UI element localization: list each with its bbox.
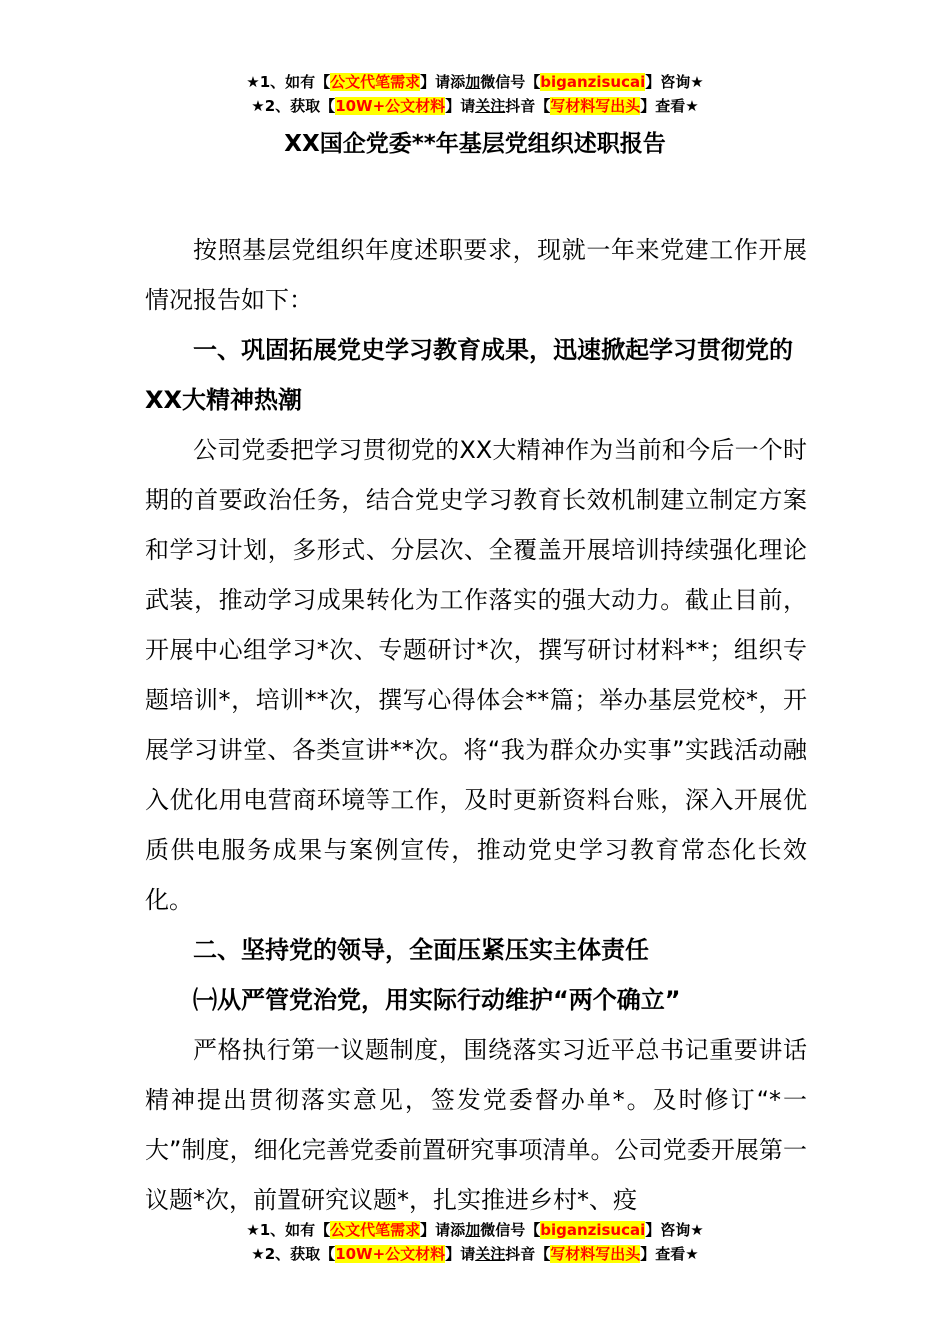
promo-highlight-wechat-id: biganzisucai <box>540 1221 646 1239</box>
promo-highlight-service: 公文代笔需求 <box>330 73 421 91</box>
promo-highlight-service: 公文代笔需求 <box>330 1221 421 1239</box>
promo-text: 抖音【 <box>505 97 551 115</box>
promo-text: 】请添 <box>420 73 466 91</box>
promo-underlined-text: 加 <box>465 73 481 91</box>
promo-text: 微信号【 <box>480 73 541 91</box>
promo-suffix: 】查看★ <box>640 97 699 115</box>
promo-prefix: ★1、如有【 <box>246 1221 331 1239</box>
promo-underlined-text: 加 <box>465 1221 481 1239</box>
header-promo-line-1 <box>0 70 950 94</box>
promo-highlight-douyin: 写材料写出头 <box>550 97 641 115</box>
promo-underlined-text: 关注 <box>475 97 506 115</box>
promo-highlight-materials: 10W+公文材料 <box>335 97 446 115</box>
promo-suffix: 】咨询★ <box>645 1221 704 1239</box>
promo-text: 微信号【 <box>480 1221 541 1239</box>
promo-suffix: 】咨询★ <box>645 73 704 91</box>
promo-text: 】请 <box>445 97 476 115</box>
body-paragraph: 严格执行第一议题制度，围绕落实习近平总书记重要讲话精神提出贯彻落实意见，签发党委督办单*。及时修订“*一大”制度，细化完善党委前置研究事项清单。公司党委开展第一议题*次，前置研究议题*，扎实推进乡村*、疫 <box>145 1036 807 1214</box>
header-promo-line-2 <box>0 94 950 118</box>
intro-paragraph: 按照基层党组织年度述职要求，现就一年来党建工作开展情况报告如下： <box>145 236 807 314</box>
document-title: XX国企党委**年基层党组织述职报告 <box>284 131 666 157</box>
promo-text: 】请添 <box>420 1221 466 1239</box>
promo-highlight-materials: 10W+公文材料 <box>335 1245 446 1263</box>
promo-prefix: ★1、如有【 <box>246 73 331 91</box>
promo-highlight-wechat-id: biganzisucai <box>540 73 646 91</box>
subsection-heading: ㈠从严管党治党，用实际行动维护“两个确立” <box>193 986 681 1014</box>
document-body <box>145 225 807 1225</box>
promo-underlined-text: 关注 <box>475 1245 506 1263</box>
footer-promo-line-1 <box>0 1218 950 1242</box>
promo-suffix: 】查看★ <box>640 1245 699 1263</box>
promo-highlight-douyin: 写材料写出头 <box>550 1245 641 1263</box>
promo-prefix: ★2、获取【 <box>251 1245 336 1263</box>
promo-text: 抖音【 <box>505 1245 551 1263</box>
footer-promo-line-2 <box>0 1242 950 1266</box>
section-heading-1: 一、巩固拓展党史学习教育成果，迅速掀起学习贯彻党的XX大精神热潮 <box>145 336 793 414</box>
promo-text: 】请 <box>445 1245 476 1263</box>
section-heading-2: 二、坚持党的领导，全面压紧压实主体责任 <box>193 936 649 964</box>
body-paragraph: 公司党委把学习贯彻党的XX大精神作为当前和今后一个时期的首要政治任务，结合党史学习教育长效机制建立制定方案和学习计划，多形式、分层次、全覆盖开展培训持续强化理论武装，推动学习成果转化为工作落实的强大动力。截止目前，开展中心组学习*次、专题研讨*次，撰写研讨材料**；组织专题培训*，培训**次，撰写心得体会**篇；举办基层党校*，开展学习讲堂、各类宣讲**次。将“我为群众办实事”实践活动融入优化用电营商环境等工作，及时更新资料台账，深入开展优质供电服务成果与案例宣传，推动党史学习教育常态化长效化。 <box>145 436 807 914</box>
promo-prefix: ★2、获取【 <box>251 97 336 115</box>
